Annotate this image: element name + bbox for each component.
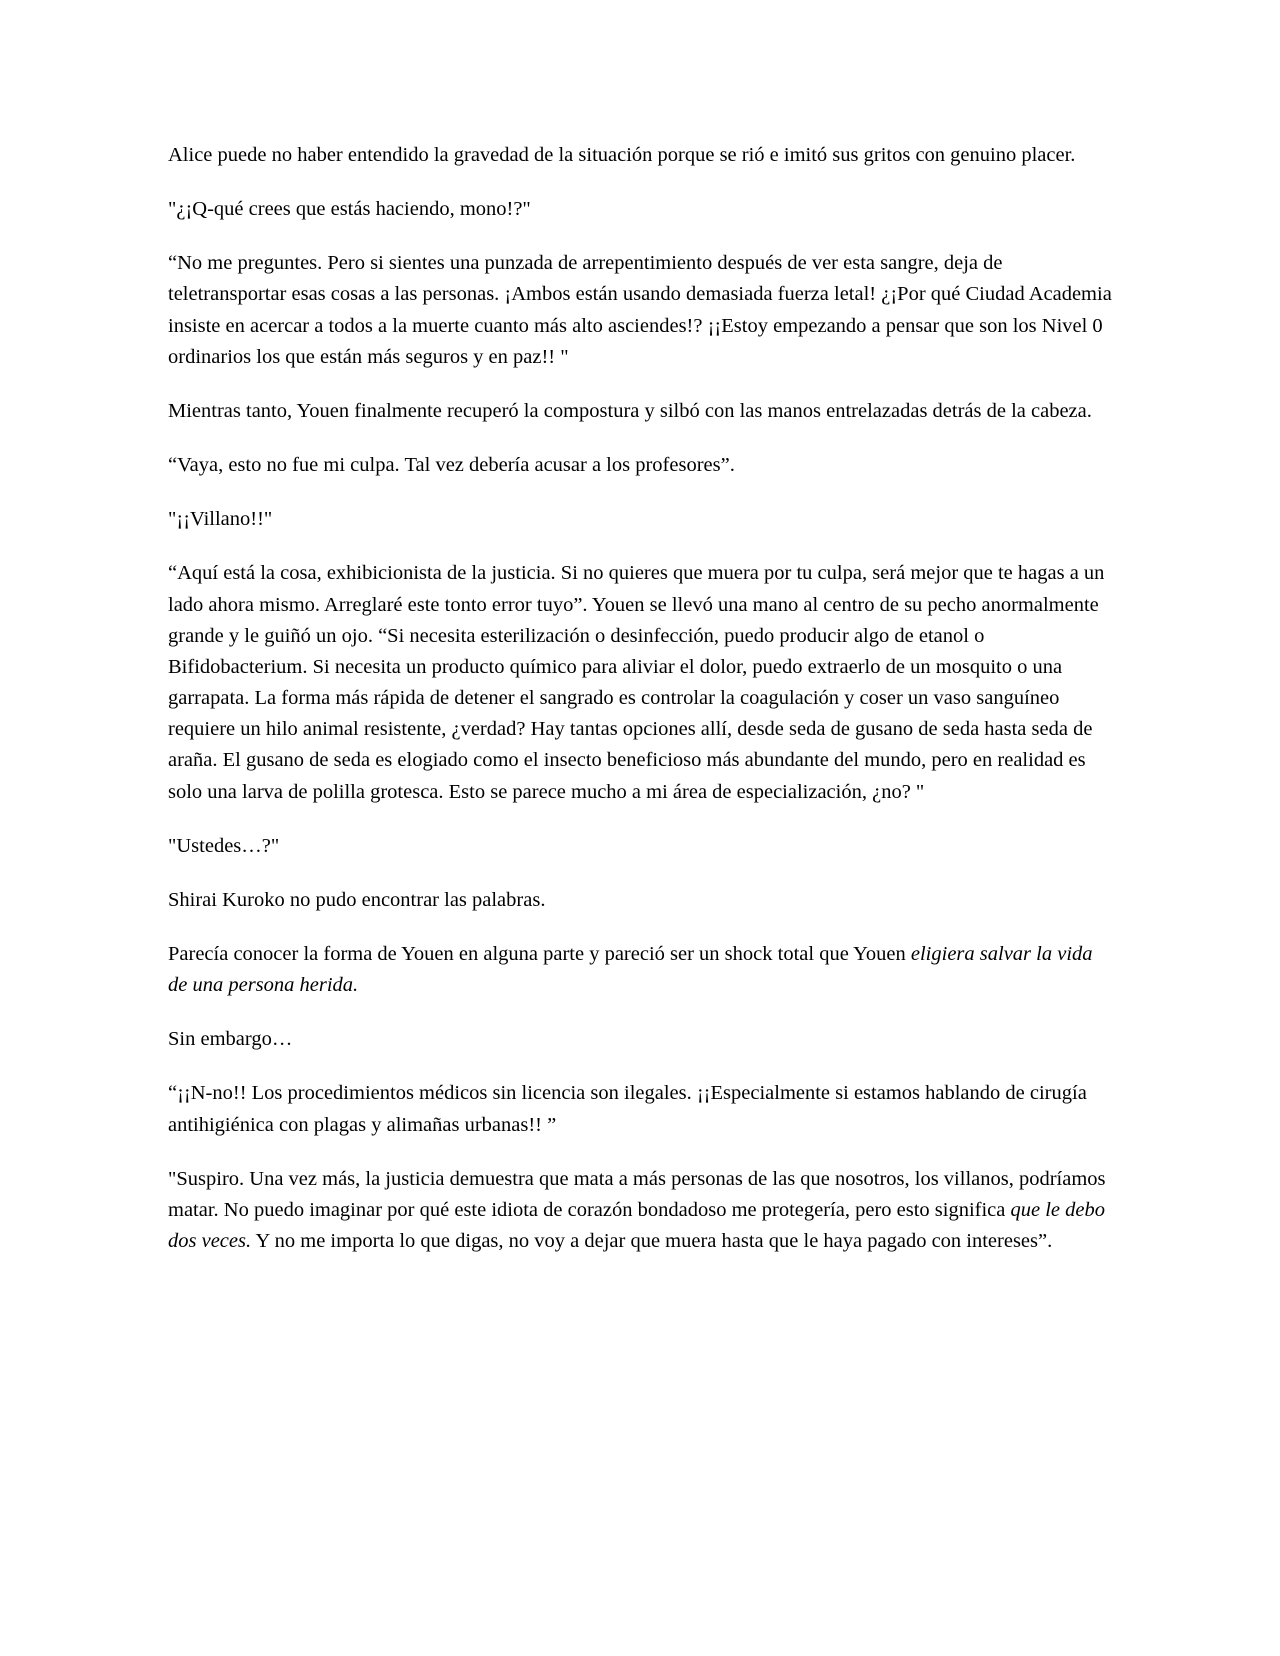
paragraph: "Ustedes…?" [168, 834, 280, 857]
paragraph: Shirai Kuroko no pudo encontrar las palabras. [168, 888, 546, 911]
paragraph: “Aquí está la cosa, exhibicionista de la justicia. Si no quieres que muera por tu culpa, será mejor que te hagas a un lado ahora mismo. Arreglaré este tonto error tuyo”. Youen se llevó una mano al centro de su pecho anormalmente grande y le guiñó un ojo. “Si necesita esterilización o desinfección, puedo producir algo de etanol o Bifidobacterium. Si necesita un producto químico para aliviar el dolor, puedo extraerlo de un mosquito o una garrapata. La forma más rápida de detener el sangrado es controlar la coagulación y coser un vaso sanguíneo requiere un hilo animal resistente, ¿verdad? Hay tantas opciones allí, desde seda de gusano de seda hasta seda de araña. El gusano de seda es elogiado como el insecto beneficioso más abundante del mundo, pero en realidad es solo una larva de polilla grotesca. Esto se parece mucho a mi área de especialización, ¿no? " [168, 562, 1105, 803]
paragraph: Sin embargo… [168, 1028, 293, 1051]
paragraph: “¡¡N-no!! Los procedimientos médicos sin licencia son ilegales. ¡¡Especialmente si estamos hablando de cirugía antihigiénica con plagas y alimañas urbanas!! ” [168, 1082, 1087, 1136]
paragraph: "¡¡Villano!!" [168, 508, 273, 531]
paragraph: “No me preguntes. Pero si sientes una punzada de arrepentimiento después de ver esta sangre, deja de teletransportar esas cosas a las personas. ¡Ambos están usando demasiada fuerza letal! ¿¡Por qué Ciudad Academia insiste en acercar a todos a la muerte cuanto más alto asciendes!? ¡¡Estoy empezando a pensar que son los Nivel 0 ordinarios los que están más seguros y en paz!! " [168, 252, 1112, 368]
paragraph: "¿¡Q-qué crees que estás haciendo, mono!?" [168, 198, 531, 221]
paragraph: Mientras tanto, Youen finalmente recuperó la compostura y silbó con las manos entrelazadas detrás de la cabeza. [168, 399, 1092, 422]
paragraph: "Suspiro. Una vez más, la justicia demuestra que mata a más personas de las que nosotros, los villanos, podríamos matar. No puedo imaginar por qué este idiota de corazón bondadoso me protegería, pero esto significa que le debo dos veces. Y no me importa lo que digas, no voy a dejar que muera hasta que le haya pagado con intereses”. [168, 1167, 1106, 1253]
paragraph: “Vaya, esto no fue mi culpa. Tal vez debería acusar a los profesores”. [168, 454, 735, 477]
paragraph: Parecía conocer la forma de Youen en alguna parte y pareció ser un shock total que Youen eligiera salvar la vida de una persona herida. [168, 942, 1093, 997]
document-body [168, 140, 1112, 1257]
paragraph: Alice puede no haber entendido la gravedad de la situación porque se rió e imitó sus gritos con genuino placer. [168, 144, 1076, 166]
